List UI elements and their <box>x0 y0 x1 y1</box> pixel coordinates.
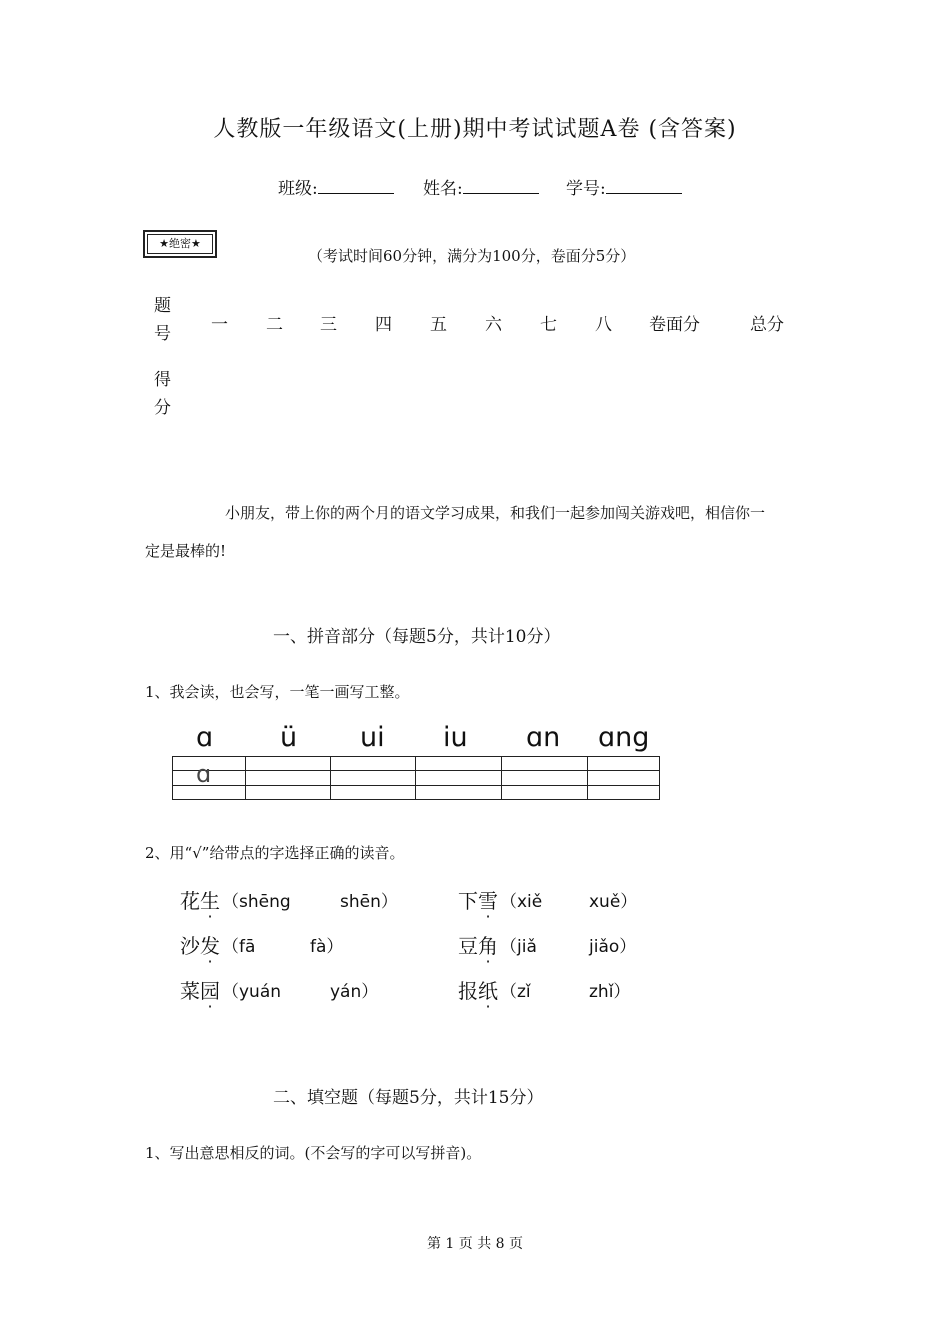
student-id-field <box>566 174 682 199</box>
pinyin-sample: ɑ <box>196 760 212 788</box>
grid-line <box>501 757 502 799</box>
char: 沙 <box>180 934 200 958</box>
char: 报 <box>458 979 478 1003</box>
pinyin-2: ü <box>280 722 298 753</box>
name-blank <box>463 179 539 194</box>
pinyin-3: ui <box>360 722 385 753</box>
class-blank <box>318 179 394 194</box>
option-1a: （shēng <box>222 892 291 912</box>
document-title: 人教版一年级语文(上册)期中考试试题A卷 (含答案) <box>213 117 737 142</box>
intro-line-2: 定是最棒的! <box>145 542 227 560</box>
grid-line <box>245 757 246 799</box>
option-4b: jiǎo） <box>589 937 637 957</box>
option-5a: （yuán <box>222 982 282 1002</box>
question-2-1: 1、写出意思相反的词。(不会写的字可以写拼音)。 <box>145 1144 482 1162</box>
score-col-7: 七 <box>540 315 557 335</box>
secret-stamp: ★绝密★ <box>143 230 217 258</box>
dotted-char: 雪 <box>478 889 498 913</box>
score-col-6: 六 <box>485 315 502 335</box>
class-field <box>278 174 394 199</box>
name-field <box>423 174 539 199</box>
option-2a: （xiě <box>500 892 543 912</box>
score-row-header-score: 得分 <box>154 370 171 418</box>
class-label: 班级: <box>278 179 318 199</box>
score-col-total: 总分 <box>750 315 784 335</box>
score-col-4: 四 <box>375 315 392 335</box>
page-footer: 第 1 页 共 8 页 <box>426 1236 524 1252</box>
dotted-char: 园 <box>200 979 220 1003</box>
pinyin-4: iu <box>443 722 468 753</box>
option-3b: fà） <box>310 937 344 957</box>
score-col-5: 五 <box>430 315 447 335</box>
char: 豆 <box>458 934 478 958</box>
option-4a: （jiǎ <box>500 937 537 957</box>
option-6b: zhǐ） <box>589 982 631 1002</box>
char: 下 <box>458 889 478 913</box>
grid-line <box>587 757 588 799</box>
word-4 <box>458 930 498 959</box>
grid-line <box>330 757 331 799</box>
section-2-heading: 二、填空题（每题5分，共计15分） <box>273 1088 544 1108</box>
option-2b: xuě） <box>589 892 638 912</box>
word-3 <box>180 930 220 959</box>
grid-line <box>415 757 416 799</box>
char: 花 <box>180 889 200 913</box>
dotted-char: 发 <box>200 934 220 958</box>
score-col-8: 八 <box>595 315 612 335</box>
writing-grid <box>172 756 660 800</box>
student-id-blank <box>606 179 682 194</box>
option-6a: （zǐ <box>500 982 531 1002</box>
student-id-label: 学号: <box>566 179 606 199</box>
option-3a: （fā <box>222 937 256 957</box>
word-1 <box>180 885 220 914</box>
score-col-2: 二 <box>266 315 283 335</box>
word-2 <box>458 885 498 914</box>
exam-notice: （考试时间60分钟，满分为100分，卷面分5分） <box>308 247 636 265</box>
score-col-3: 三 <box>320 315 337 335</box>
char: 菜 <box>180 979 200 1003</box>
intro-line-1: 小朋友，带上你的两个月的语文学习成果，和我们一起参加闯关游戏吧，相信你一 <box>225 504 766 522</box>
pinyin-1: ɑ <box>196 722 214 753</box>
pinyin-6: ɑng <box>598 722 650 753</box>
pinyin-5: ɑn <box>526 722 561 753</box>
dotted-char: 生 <box>200 889 220 913</box>
score-col-appearance: 卷面分 <box>649 315 700 335</box>
name-label: 姓名: <box>423 179 463 199</box>
section-1-heading: 一、拼音部分（每题5分，共计10分） <box>273 627 561 647</box>
score-row-header-question: 题号 <box>154 296 171 344</box>
dotted-char: 角 <box>478 934 498 958</box>
option-5b: yán） <box>330 982 379 1002</box>
option-1b: shēn） <box>340 892 398 912</box>
word-6 <box>458 975 498 1004</box>
word-5 <box>180 975 220 1004</box>
score-col-1: 一 <box>211 315 228 335</box>
question-1-2: 2、用“√”给带点的字选择正确的读音。 <box>145 844 405 862</box>
question-1-1: 1、我会读，也会写，一笔一画写工整。 <box>145 683 410 701</box>
dotted-char: 纸 <box>478 979 498 1003</box>
